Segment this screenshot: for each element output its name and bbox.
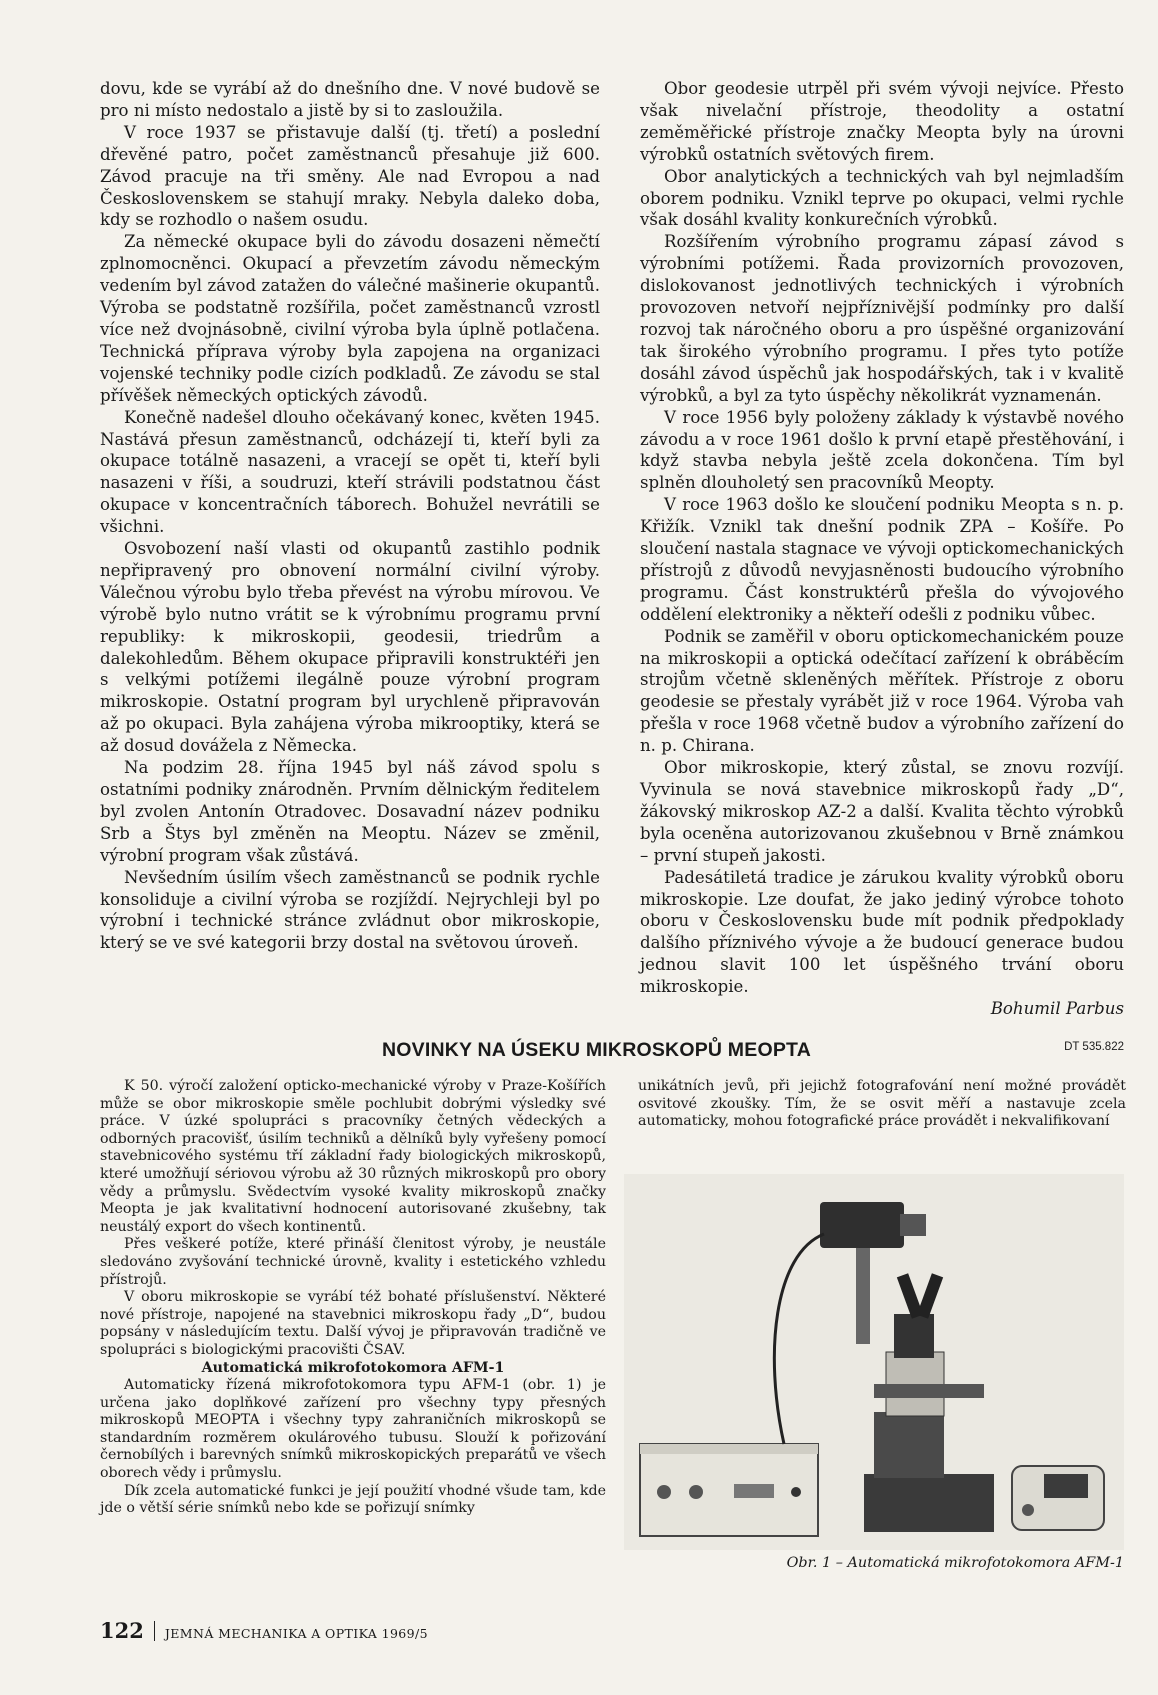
figure-photo	[624, 1174, 1124, 1550]
paragraph: Podnik se zaměřil v oboru optickomechanickém pouze na mikroskopii a optická odečítací zařízení k obráběcím strojům včetně skleněných měřítek. Přístroje z oboru geodesie se přestaly vyrábět již v roce 1964. Výroba vah přešla v roce 1968 včetně budov a výrobního zařízení do n. p. Chirana.	[640, 626, 1124, 756]
paragraph: Konečně nadešel dlouho očekávaný konec, květen 1945. Nastává přesun zaměstnanců, odcházejí ti, kteří byli za okupace totálně nasazeni, a vracejí se opět ti, kteří byli nasazeni v říši, a soudruzi, kteří strávili podstatnou část okupace v koncentračních táborech. Bohužel nevrátili se všichni.	[100, 407, 600, 537]
paragraph: unikátních jevů, při jejichž fotografování není možné provádět osvitové zkoušky. Tím, že se osvit měří a nastavuje zcela automaticky, mohou fotografické práce provádět i nekvalifikovaní	[638, 1078, 1126, 1130]
page-number: 122	[100, 1618, 144, 1643]
subheading: Automatická mikrofotokomora AFM-1	[201, 1359, 505, 1376]
paragraph: Přes veškeré potíže, které přináší členitost výroby, je neustále sledováno zvyšování technické úrovně, kvality i estetického vzhledu přístrojů.	[100, 1236, 606, 1288]
paragraph: V roce 1937 se přistavuje další (tj. třetí) a poslední dřevěné patro, počet zaměstnanců přesahuje již 600. Závod pracuje na tři směny. Ale nad Evropou a nad Československem se stahují mraky. Nebyla daleko doba, kdy se rozhodlo o našem osudu.	[100, 122, 600, 230]
paragraph: Za německé okupace byli do závodu dosazeni němečtí zplnomocněnci. Okupací a převzetím závodu německým vedením byl závod zatažen do válečné mašinerie okupantů. Výroba se podstatně rozšířila, počet zaměstnanců vzrostl více než dvojnásobně, civilní výroba byla úplně potlačena. Technická příprava výroby byla zapojena na organizaci vojenské techniky podle cizích podkladů. Ze závodu se stal přívěšek německých optických závodů.	[100, 232, 600, 405]
column-top-right	[640, 78, 1124, 1020]
column-top-left	[100, 78, 600, 954]
paragraph: Obor geodesie utrpěl při svém vývoji nejvíce. Přesto však nivelační přístroje, theodolity a ostatní zeměměřické přístroje značky Meopta byly na úrovni výrobků ostatních světových firem.	[640, 79, 1124, 164]
divider	[154, 1621, 155, 1641]
column-bottom-right	[638, 1078, 1126, 1131]
paragraph: Rozšířením výrobního programu zápasí závod s výrobními potížemi. Řada provizorních provozoven, dislokovanost jednotlivých technických i výrobních provozoven netvoří nejpříznivější podmínky pro další rozvoj tak náročného oboru a pro úspěšné organizování tak širokého výrobního programu. I přes tyto potíže dosáhl závod úspěchů jak hospodářských, tak i v kvalitě výrobků, a byl za tyto úspěchy několikrát vyznamenán.	[640, 232, 1124, 405]
paragraph: V oboru mikroskopie se vyrábí též bohaté příslušenství. Některé nové přístroje, napojené na stavebnici mikroskopu řady „D“, budou popsány v následujícím textu. Další vývoj je připravován tradičně ve spolupráci s biologickými pracovišti ČSAV.	[100, 1289, 606, 1358]
paragraph: V roce 1956 byly položeny základy k výstavbě nového závodu a v roce 1961 došlo k první etapě přestěhování, i když stavba nebyla ještě zcela dokončena. Tím byl splněn dlouholetý sen pracovníků Meopty.	[640, 407, 1124, 493]
paragraph: Na podzim 28. října 1945 byl náš závod spolu s ostatními podniky znárodněn. Prvním dělnickým ředitelem byl zvolen Antonín Otradovec. Dosavadní název podniku Srb a Štys byl změněn na Meoptu. Název se změnil, výrobní program však zůstává.	[100, 758, 600, 865]
section-header	[100, 1039, 1124, 1065]
paragraph: dovu, kde se vyrábí až do dnešního dne. V nové budově se pro ni místo nedostalo a jistě by si to zasloužila.	[100, 79, 600, 120]
author-signature: Bohumil Parbus	[990, 999, 1124, 1019]
paragraph: Obor analytických a technických vah byl nejmladším oborem podniku. Vznikl teprve po okupaci, velmi rychle však dosáhl kvality konkurečních výrobků.	[640, 166, 1124, 230]
section-title: NOVINKY NA ÚSEKU MIKROSKOPŮ MEOPTA	[382, 1039, 811, 1061]
paragraph: Automaticky řízená mikrofotokomora typu AFM-1 (obr. 1) je určena jako doplňkové zařízení pro všechny typy přesných mikroskopů MEOPTA i všechny typy zahraničních mikroskopů se standardním rozměrem okulárového tubusu. Slouží k pořizování černobílých i barevných snímků mikroskopických preparátů ve všech oborech vědy i průmyslu.	[100, 1377, 606, 1482]
column-bottom-left	[100, 1078, 606, 1518]
dt-code: DT 535.822	[1064, 1041, 1124, 1053]
paragraph: Padesátiletá tradice je zárukou kvality výrobků oboru mikroskopie. Lze doufat, že jako jediný výrobce tohoto oboru v Československu bude mít podnik předpoklady dalšího příznivého vývoje a že budoucí generace budou jednou slavit 100 let úspěšného trvání oboru mikroskopie.	[640, 867, 1124, 997]
journal-name: JEMNÁ MECHANIKA A OPTIKA 1969/5	[164, 1626, 428, 1641]
page-footer	[100, 1618, 428, 1644]
paragraph: Dík zcela automatické funkci je její použití vhodné všude tam, kde jde o větší série snímků nebo kde se pořizují snímky	[100, 1482, 606, 1517]
paragraph: Osvobození naší vlasti od okupantů zastihlo podnik nepřipravený pro obnovení normální civilní výroby. Válečnou výrobu bylo třeba převést na výrobu mírovou. Ve výrobě bylo nutno vrátit se k výrobnímu programu první republiky: k mikroskopii, geodesii, triedrům a dalekohledům. Během okupace připravili konstruktéři jen s velkými potížemi ilegálně pouze výrobní program mikroskopie. Ostatní program byl urychleně připravován až po okupaci. Byla zahájena výroba mikrooptiky, která se až dosud dovážela z Německa.	[100, 539, 600, 756]
paragraph: V roce 1963 došlo ke sloučení podniku Meopta s n. p. Křižík. Vznikl tak dnešní podnik ZPA – Košíře. Po sloučení nastala stagnace ve vývoji optickomechanických přístrojů z důvodů nevyjasněnosti budoucího výrobního programu. Část konstruktérů přešla do vývojového oddělení elektroniky a někteří odešli z podniku vůbec.	[640, 495, 1124, 624]
figure-caption: Obr. 1 – Automatická mikrofotokomora AFM-1	[786, 1555, 1124, 1571]
paragraph: K 50. výročí založení opticko-mechanické výroby v Praze-Košířích může se obor mikroskopie směle pochlubit dobrými výsledky své práce. V úzké spolupráci s pracovníky četných vědeckých a odborných pracovišť, úsilím techniků a dělníků byly vyřešeny pomocí stavebnicového systému tří základní řady biologických mikroskopů, které umožňují sériovou výrobu až 30 různých mikroskopů pro obory vědy a průmyslu. Svědectvím vysoké kvality mikroskopů značky Meopta je jak kvalitativní hodnocení autorisované zkušebny, tak neustálý export do všech kontinentů.	[100, 1078, 606, 1235]
microscope-photo	[624, 1174, 1124, 1550]
paragraph: Nevšedním úsilím všech zaměstnanců se podnik rychle konsoliduje a civilní výroba se rozjíždí. Nejrychleji byl po výrobní i technické stránce zvládnut obor mikroskopie, který se ve své kategorii brzy dostal na světovou úroveň.	[100, 867, 600, 953]
paragraph: Obor mikroskopie, který zůstal, se znovu rozvíjí. Vyvinula se nová stavebnice mikroskopů řady „D“, žákovský mikroskop AZ-2 a další. Kvalita těchto výrobků byla oceněna autorizovanou zkušebnou v Brně známkou – první stupeň jakosti.	[640, 758, 1124, 865]
